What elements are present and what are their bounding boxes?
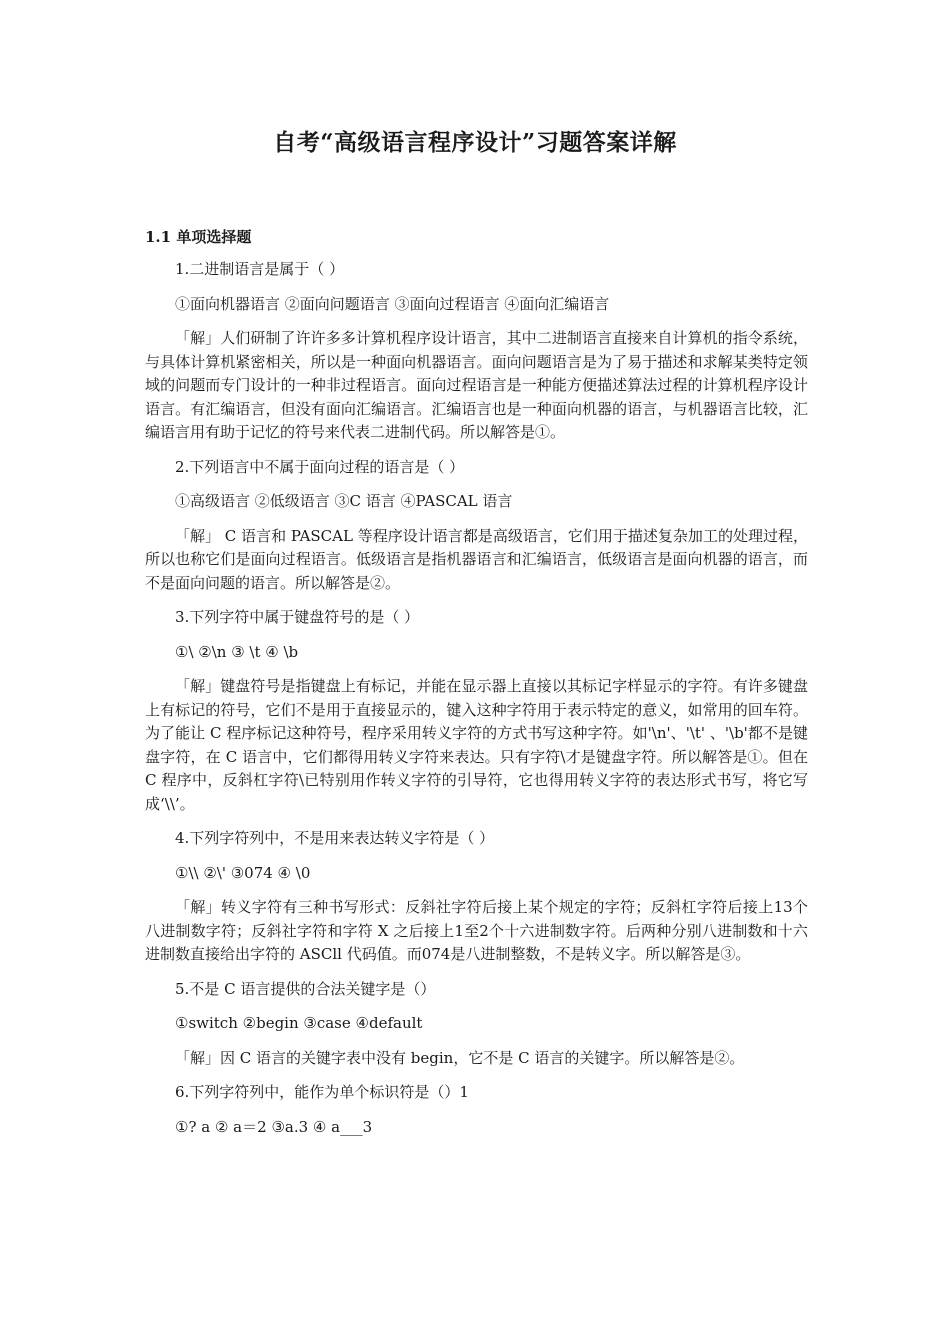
question-text: 3.下列字符中属于键盘符号的是（ ）	[175, 608, 420, 626]
question-options: ①? a ② a＝2 ③a.3 ④ a___3	[175, 1117, 373, 1136]
question-item	[145, 978, 808, 1071]
question-options: ①switch ②begin ③case ④default	[175, 1014, 423, 1032]
question-options: ①高级语言 ②低级语言 ③C 语言 ④PASCAL 语言	[175, 492, 513, 510]
question-item	[145, 827, 808, 967]
question-item	[145, 1081, 808, 1139]
question-text: 2.下列语言中不属于面向过程的语言是（ ）	[175, 457, 465, 476]
question-options: ①\\ ②\' ③074 ④ \0	[175, 863, 311, 882]
answer-explanation: 「解」 C 语言和 PASCAL 等程序设计语言都是高级语言，它们用于描述复杂加工的处理过程，所以也称它们是面向过程语言。低级语言是指机器语言和汇编语言，低级语言是面向机器的语言，而不是面向问题的语言。所以解答是②。	[145, 526, 808, 592]
answer-explanation: 「解」转义字符有三种书写形式：反斜社字符后接上某个规定的字符；反斜杠字符后接上13个八进制数字符；反斜社字符和字符 X 之后接上1至2个十六进制数字符。后两种分别八进制数和十六进制数直接给出字符的 ASCll 代码值。而074是八进制整数，不是转义字。所以解答是③。	[145, 898, 808, 963]
answer-explanation: 「解」键盘符号是指键盘上有标记，并能在显示器上直接以其标记字样显示的字符。有许多键盘上有标记的符号，它们不是用于直接显示的，键入这种字符用于表示特定的意义，如常用的回车符。为了能让 C 程序标记这种符号，程序采用转义字符的方式书写这种字符。如'\n'、'\t' 、'\b'都不是键盘字符，在 C 语言中，它们都得用转义字符来表达。只有字符\才是键盘字符。所以解答是①。但在 C 程序中，反斜杠字符\已特别用作转义字符的引导符，它也得用转义字符的表达形式书写，将它写成‘\\’。	[145, 677, 808, 813]
section-heading: 1.1 单项选择题	[145, 228, 252, 246]
question-text: 1.二进制语言是属于（ ）	[175, 260, 345, 278]
question-item	[145, 456, 808, 596]
question-text: 6.下列字符列中，能作为单个标识符是（）1	[175, 1083, 469, 1101]
question-item	[145, 258, 808, 445]
question-options: ①面向机器语言 ②面向问题语言 ③面向过程语言 ④面向汇编语言	[175, 294, 610, 313]
question-text: 4.下列字符列中，不是用来表达转义字符是（ ）	[175, 829, 495, 847]
question-options: ①\ ②\n ③ \t ④ \b	[175, 642, 299, 661]
question-text: 5.不是 C 语言提供的合法关键字是（）	[175, 979, 436, 998]
answer-explanation: 「解」因 C 语言的关键字表中没有 begin，它不是 C 语言的关键字。所以解答是②。	[175, 1048, 745, 1067]
question-item	[145, 606, 808, 816]
answer-explanation: 「解」人们研制了许许多多计算机程序设计语言，其中二进制语言直接来自计算机的指令系统，与具体计算机紧密相关，所以是一种面向机器语言。面向问题语言是为了易于描述和求解某类特定领域的问题而专门设计的一种非过程语言。面向过程语言是一种能方便描述算法过程的计算机程序设计语言。有汇编语言，但没有面向汇编语言。汇编语言也是一种面向机器的语言，与机器语言比较，汇编语言用有助于记忆的符号来代表二进制代码。所以解答是①。	[145, 329, 808, 441]
question-list	[145, 258, 808, 1150]
page-title: 自考“高级语言程序设计”习题答案详解	[273, 129, 677, 156]
